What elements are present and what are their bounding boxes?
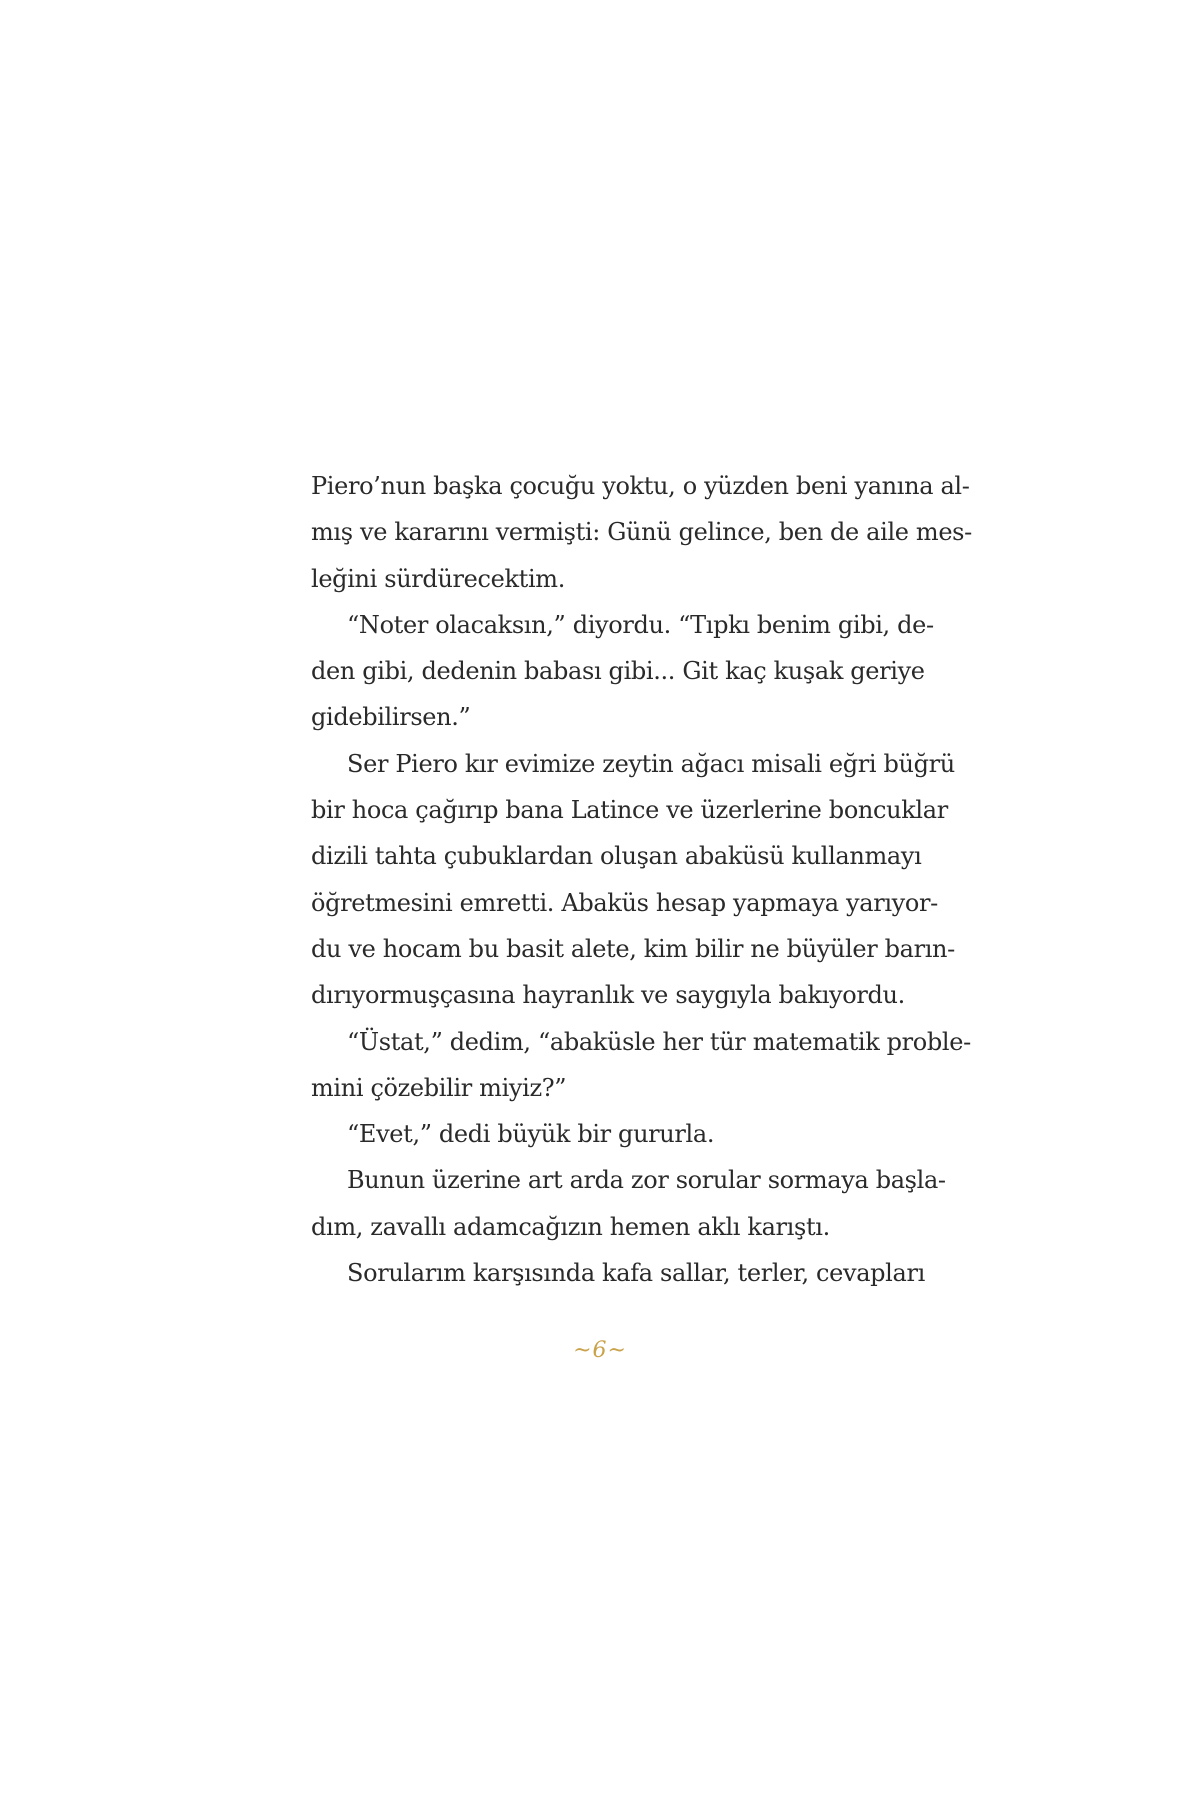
text-line: dım, zavallı adamcağızın hemen aklı karıştı. <box>311 1212 830 1241</box>
text-line: den gibi, dedenin babası gibi... Git kaç kuşak geriye <box>311 657 925 686</box>
text-line: dırıyormuşçasına hayranlık ve saygıyla bakıyordu. <box>311 981 905 1010</box>
text-line: Piero’nun başka çocuğu yoktu, o yüzden beni yanına al- <box>311 472 970 500</box>
text-line: “Üstat,” dedim, “abaküsle her tür matematik proble- <box>347 1027 971 1056</box>
text-line: leğini sürdürecektim. <box>311 564 565 593</box>
text-line: Sorularım karşısında kafa sallar, terler, cevapları <box>347 1259 925 1288</box>
text-line: “Noter olacaksın,” diyordu. “Tıpkı benim gibi, de- <box>347 610 934 639</box>
text-line: Bunun üzerine art arda zor sorular sormaya başla- <box>347 1166 946 1195</box>
text-line: gidebilirsen.” <box>311 703 471 732</box>
text-line: du ve hocam bu basit alete, kim bilir ne büyüler barın- <box>311 934 955 963</box>
body-text <box>311 463 972 1296</box>
text-line: mış ve kararını vermişti: Günü gelince, ben de aile mes- <box>311 518 972 547</box>
text-line: öğretmesini emretti. Abaküs hesap yapmaya yarıyor- <box>311 888 938 917</box>
text-line: dizili tahta çubuklardan oluşan abaküsü kullanmayı <box>311 842 922 871</box>
text-line: mini çözebilir miyiz?” <box>311 1073 567 1102</box>
text-line: Ser Piero kır evimize zeytin ağacı misali eğri büğrü <box>347 749 955 778</box>
page-number: ~6~ <box>573 1338 627 1363</box>
text-line: bir hoca çağırıp bana Latince ve üzerlerine boncuklar <box>311 796 948 825</box>
text-line: “Evet,” dedi büyük bir gururla. <box>347 1120 715 1149</box>
